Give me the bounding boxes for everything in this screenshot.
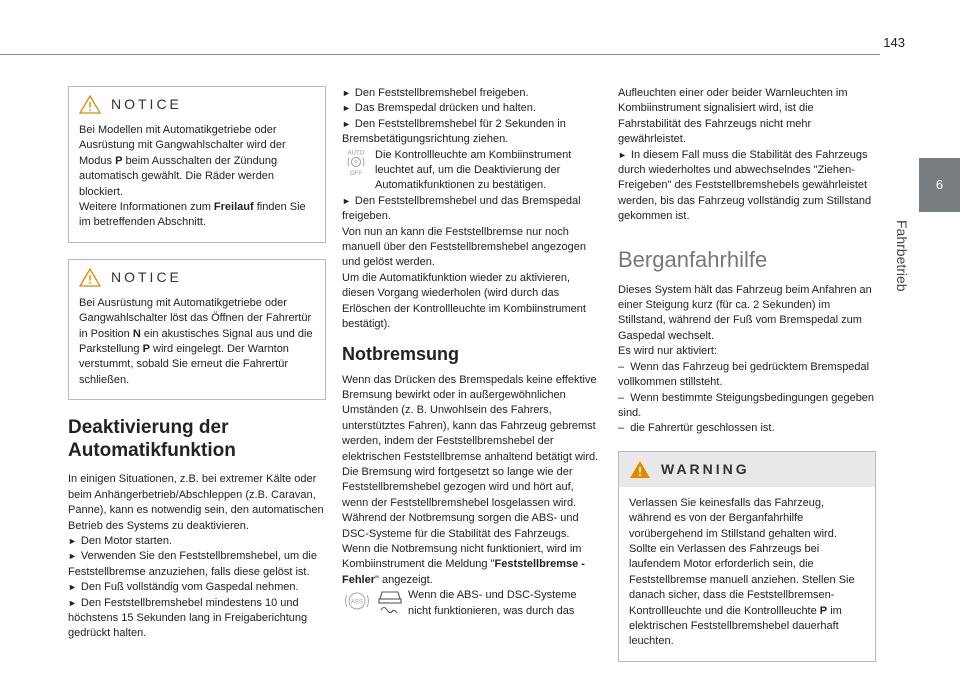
notice-text: Bei Modellen mit Automatikgetriebe oder Ausrüstung mit Gangwahlschalter wird der Modus P beim Ausschalten der Zündung automatisch gewählt. Die Räder werden blockiert. Weitere Informationen zum Freilauf finden Sie im betreffenden Abschnitt. xyxy=(79,124,306,229)
notice-title: NOTICE xyxy=(111,268,182,285)
dsc-skid-icon xyxy=(377,588,403,614)
dash-item: – Wenn das Fahrzeug bei gedrücktem Bremspedal vollkommen stillsteht. xyxy=(618,360,870,389)
step-item: ► Den Feststellbremshebel freigeben. xyxy=(342,87,529,99)
auto-off-icon-bottom: OFF xyxy=(350,170,362,176)
auto-off-row xyxy=(342,148,600,194)
chapter-tab[interactable]: 6 xyxy=(919,158,960,212)
step-item: ► Den Feststellbremshebel und das Bremspedal freigeben. xyxy=(342,194,581,223)
page-number: 143 xyxy=(883,35,905,50)
warning-box xyxy=(618,451,876,662)
abs-dsc-row xyxy=(342,588,600,619)
paragraph: Wenn das Drücken des Bremspedals keine effektive Bremsung bewirkt oder in außergewöhnlichen Umständen (z. B. Unwohlsein des Fahrers, unterstütztes Fahren), kann das Fahrzeug gebremst werden, indem der Feststellbremshebel der elektrischen Feststellbremse anhaltend betätigt wird. xyxy=(342,373,599,463)
warning-text: Sollte ein Verlassen des Fahrzeugs bei laufendem Motor erforderlich sein, die Feststellbremse manuell anziehen. Stellen Sie danach sicher, dass die Feststellbremsen-Kontrollleuchte und die Kontrollleuchte P im elektrischen Feststellbremshebel dauerhaft leuchten. xyxy=(629,542,855,648)
notice-box-2 xyxy=(68,259,326,400)
notice-box-1 xyxy=(68,86,326,243)
auto-off-warning-icon xyxy=(342,148,370,176)
section-heading-deactivation: Deaktivierung der Automatikfunktion xyxy=(68,417,236,462)
section-heading-notbremsung: Notbremsung xyxy=(342,343,459,364)
step-item: ► In diesem Fall muss die Stabilität des Fahrzeugs durch wiederholtes und abwechselndes "Ziehen-Freigeben" des Feststellbremshebels gewährleistet werden, bis das Fahrzeug vollständig zum Stillstand gekommen ist. xyxy=(618,148,872,223)
paragraph: Um die Automatikfunktion wieder zu aktivieren, diesen Vorgang wiederholen (wird durch das Erlöschen der Kontrollleuchte im Kombiinstrument bestätigt). xyxy=(342,271,586,331)
paragraph: Aufleuchten einer oder beider Warnleuchten im Kombiinstrument signalisiert wird, ist die Fahrstabilität des Fahrzeugs nicht mehr gewährleistet. xyxy=(618,87,848,146)
paragraph: Wenn die Notbremsung nicht funktioniert, wird im Kombiinstrument die Meldung "Feststellbremse - Fehler" angezeigt. xyxy=(342,542,585,586)
abs-warning-icon xyxy=(342,588,372,614)
paragraph: Es wird nur aktiviert: xyxy=(618,345,718,358)
auto-off-icon-top: AUTO xyxy=(347,150,365,157)
warning-triangle-icon xyxy=(629,460,651,479)
step-item: ► Verwenden Sie den Feststellbremshebel, um die Feststellbremse anzuziehen, falls diese gelöst ist. xyxy=(68,550,317,578)
chapter-title: Fahrbetrieb xyxy=(894,220,910,292)
step-item: ► Den Feststellbremshebel für 2 Sekunden in Bremsbetätigungsrichtung ziehen. xyxy=(342,117,566,146)
paragraph: Während der Notbremsung sorgen die ABS- und DSC-Systeme für die Stabilität des Fahrzeugs. xyxy=(342,512,579,540)
caution-triangle-icon xyxy=(79,95,101,114)
paragraph: Wenn die ABS- und DSC-Systeme nicht funktionieren, was durch das xyxy=(408,589,577,617)
caution-triangle-icon xyxy=(79,268,101,287)
column-2 xyxy=(342,86,600,619)
paragraph: In einigen Situationen, z.B. bei extremer Kälte oder beim Anhängerbetrieb/Abschleppen (z.B. Caravan, Panne), kann es notwendig sein, den automatischen Betrieb des Systems zu deaktivieren. xyxy=(68,473,324,532)
paragraph: Die Kontrollleuchte am Kombiinstrument leuchtet auf, um die Deaktivierung der Automatikfunktionen zu bestätigen. xyxy=(375,148,572,192)
step-item: ► Den Motor starten. xyxy=(68,534,173,547)
column-1 xyxy=(68,86,326,642)
paragraph: Von nun an kann die Feststellbremse nur noch manuell über den Feststellbremshebel angezogen und gelöst werden. xyxy=(342,225,586,269)
step-item: ► Den Fuß vollständig vom Gaspedal nehmen. xyxy=(68,581,299,594)
warning-text: Verlassen Sie keinesfalls das Fahrzeug, während es von der Berganfahrhilfe vorübergehend im Stillstand gehalten wird. xyxy=(629,496,837,540)
notice-title: NOTICE xyxy=(111,95,182,112)
section-heading-berganfahrhilfe: Berganfahrhilfe xyxy=(618,246,768,272)
svg-text:P: P xyxy=(354,159,358,166)
dash-item: – die Fahrertür geschlossen ist. xyxy=(618,422,775,435)
paragraph: Die Bremsung wird fortgesetzt so lange wie der Feststellbremshebel gezogen wird und hört auf, wenn der Feststellbremshebel losgelassen wird. xyxy=(342,465,577,509)
header-rule xyxy=(0,54,880,55)
column-3 xyxy=(618,86,876,678)
step-item: ► Das Bremspedal drücken und halten. xyxy=(342,102,536,115)
dash-item: – Wenn bestimmte Steigungsbedingungen gegeben sind. xyxy=(618,391,875,419)
chapter-label xyxy=(882,220,923,320)
warning-title: WARNING xyxy=(661,460,750,477)
step-item: ► Den Feststellbremshebel mindestens 10 und höchstens 15 Sekunden lang in Freigaberichtung gedrückt halten. xyxy=(68,596,308,640)
notice-text: Bei Ausrüstung mit Automatikgetriebe oder Gangwahlschalter löst das Öffnen der Fahrertür in Position N ein akustisches Signal aus und die Parkstellung P wird eingelegt. Der Warnton verstummt, sobald Sie erneut die Fahrertür schließen. xyxy=(79,296,313,386)
paragraph: Dieses System hält das Fahrzeug beim Anfahren an einer Steigung kurz (für ca. 2 Sekunden) im Stillstand, während der Fuß vom Bremspedal zum Gaspedal wechselt. xyxy=(618,283,872,342)
svg-text:ABS: ABS xyxy=(350,599,364,606)
